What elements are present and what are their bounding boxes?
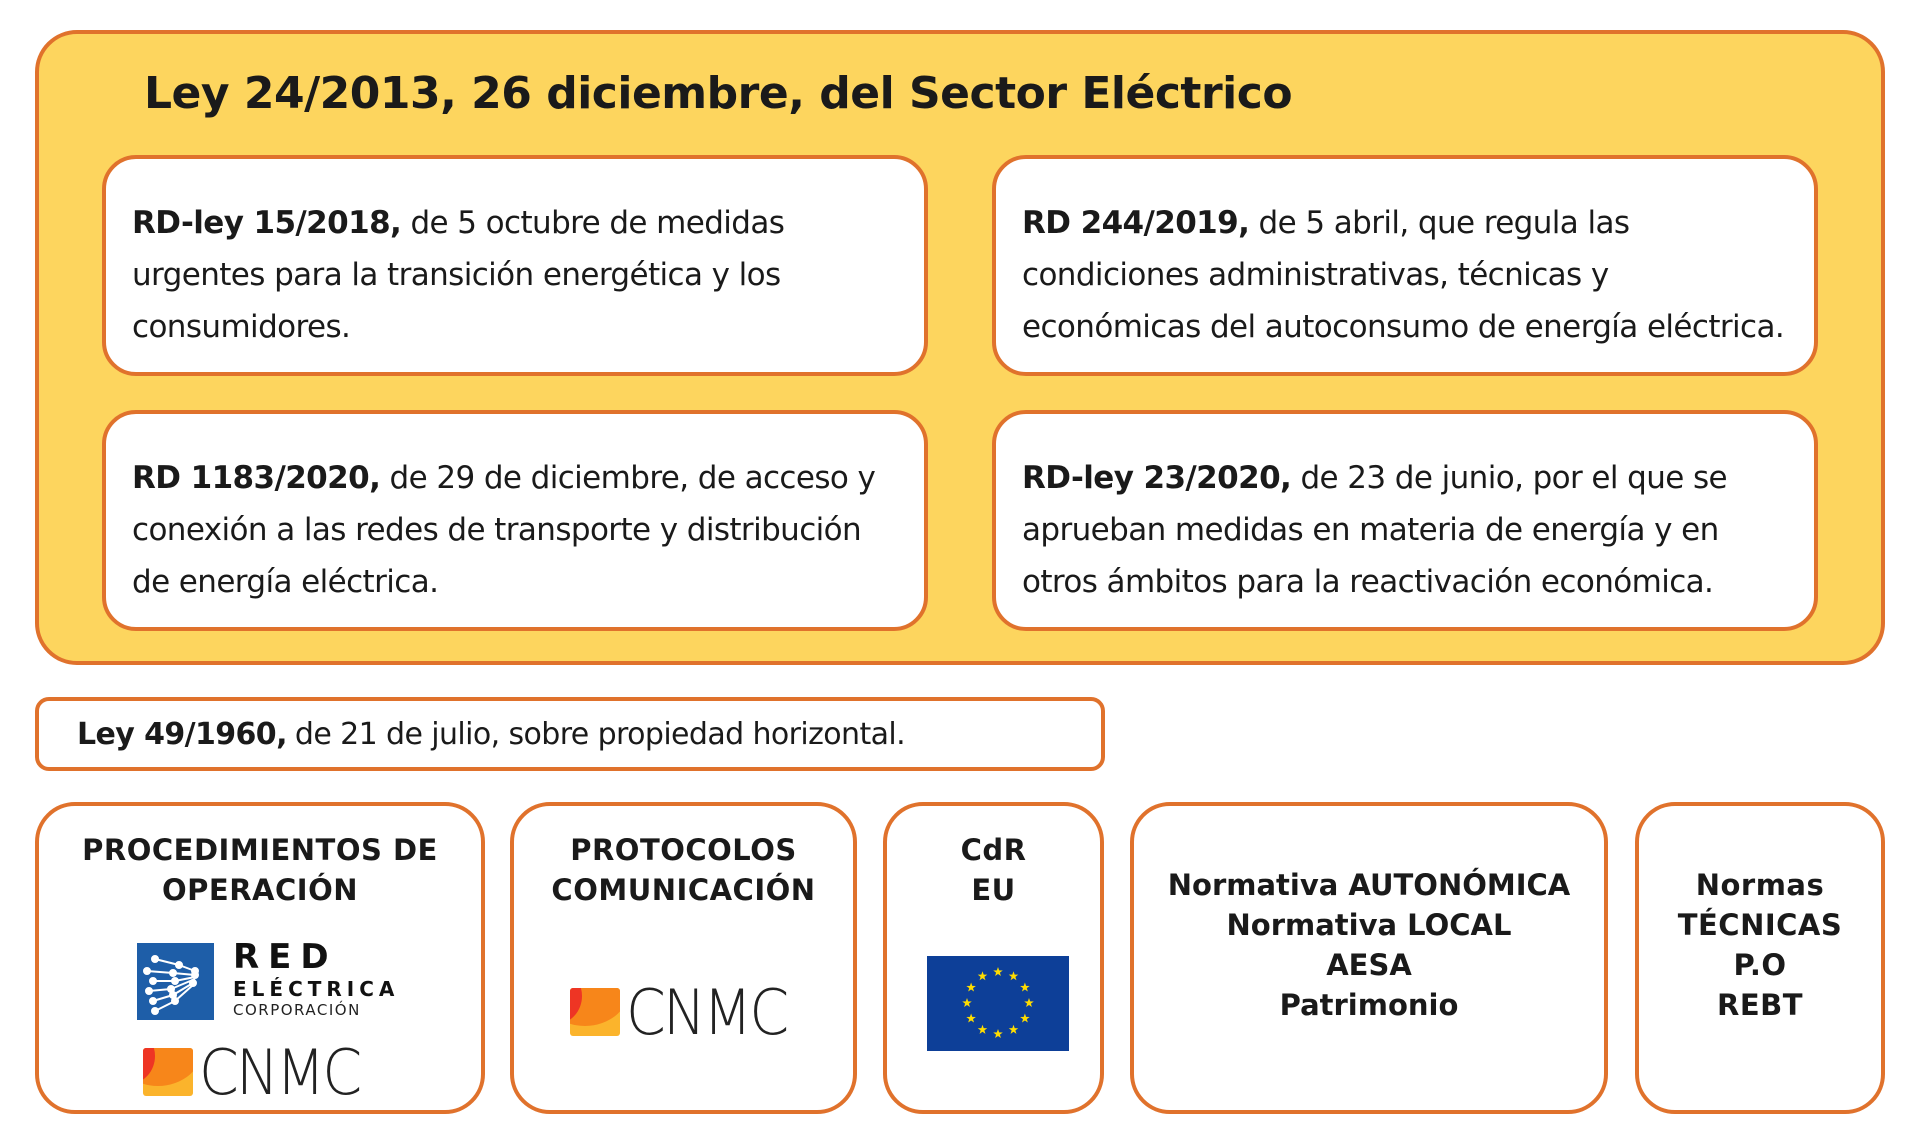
regulation-description: de 29 de diciembre, de acceso y conexión a las redes de transporte y distribución de energía eléctrica. <box>132 460 876 600</box>
regulation-description: de 5 abril, que regula las condiciones administrativas, técnicas y económicas del autoconsumo de energía eléctrica. <box>1022 205 1785 345</box>
regulation-description: de 23 de junio, por el que se aprueban medidas en materia de energía y en otros ámbitos para la reactivación económica. <box>1022 460 1728 600</box>
cnmc-logo <box>570 976 810 1049</box>
technical-standards-box <box>1635 802 1885 1114</box>
box-text-line: Patrimonio <box>1279 988 1459 1023</box>
box-title-line: PROCEDIMIENTOS DE <box>82 833 438 867</box>
box-text-line: AESA <box>1326 948 1412 983</box>
regulation-card-rd-244-2019 <box>992 155 1818 376</box>
box-title-line: CdR <box>960 833 1027 867</box>
regulation-code: RD 1183/2020, <box>132 460 381 496</box>
box-text-line: P.O <box>1733 948 1787 983</box>
box-title-line: PROTOCOLOS <box>570 833 797 867</box>
box-text-line: Normativa LOCAL <box>1226 908 1512 943</box>
box-text-line: TÉCNICAS <box>1677 908 1843 943</box>
cnmc-logo <box>143 1036 383 1109</box>
main-law-box <box>35 30 1885 665</box>
cnmc-square-icon <box>570 988 620 1036</box>
box-text-line: Normas <box>1695 868 1825 903</box>
regulation-description: de 5 octubre de medidas urgentes para la transición energética y los consumidores. <box>132 205 785 345</box>
main-law-title: Ley 24/2013, 26 diciembre, del Sector Eléctrico <box>144 68 1293 119</box>
regional-local-regulations-box <box>1130 802 1608 1114</box>
cnmc-logo-text: CNMC <box>626 976 787 1049</box>
regulation-code: RD-ley 15/2018, <box>132 205 402 241</box>
red-electrica-logo <box>137 937 407 1021</box>
box-text-line: Normativa AUTONÓMICA <box>1167 868 1571 903</box>
ree-logo-text: RED <box>233 937 338 977</box>
regulation-card-rdley-23-2020 <box>992 410 1818 631</box>
communication-protocols-box <box>510 802 857 1114</box>
box-title-line: EU <box>971 873 1016 907</box>
regulation-card-rd-1183-2020 <box>102 410 928 631</box>
regulation-code: RD 244/2019, <box>1022 205 1250 241</box>
red-electrica-network-icon <box>137 943 214 1020</box>
box-title-line: COMUNICACIÓN <box>551 873 816 907</box>
ree-logo-text: ELÉCTRICA <box>233 977 400 1001</box>
box-text-line: REBT <box>1716 988 1804 1023</box>
regulation-card-rdley-15-2018 <box>102 155 928 376</box>
regulation-code: RD-ley 23/2020, <box>1022 460 1292 496</box>
box-title-line: OPERACIÓN <box>162 873 358 907</box>
law-description: de 21 de julio, sobre propiedad horizontal. <box>294 716 906 752</box>
ree-logo-text: CORPORACIÓN <box>233 1001 361 1019</box>
horizontal-property-law-box <box>35 697 1105 771</box>
operation-procedures-box <box>35 802 485 1114</box>
cnmc-square-icon <box>143 1048 193 1096</box>
eu-flag-icon <box>927 956 1069 1051</box>
law-code: Ley 49/1960, <box>77 716 287 752</box>
cdr-eu-box <box>883 802 1104 1114</box>
cnmc-logo-text: CNMC <box>199 1036 360 1109</box>
